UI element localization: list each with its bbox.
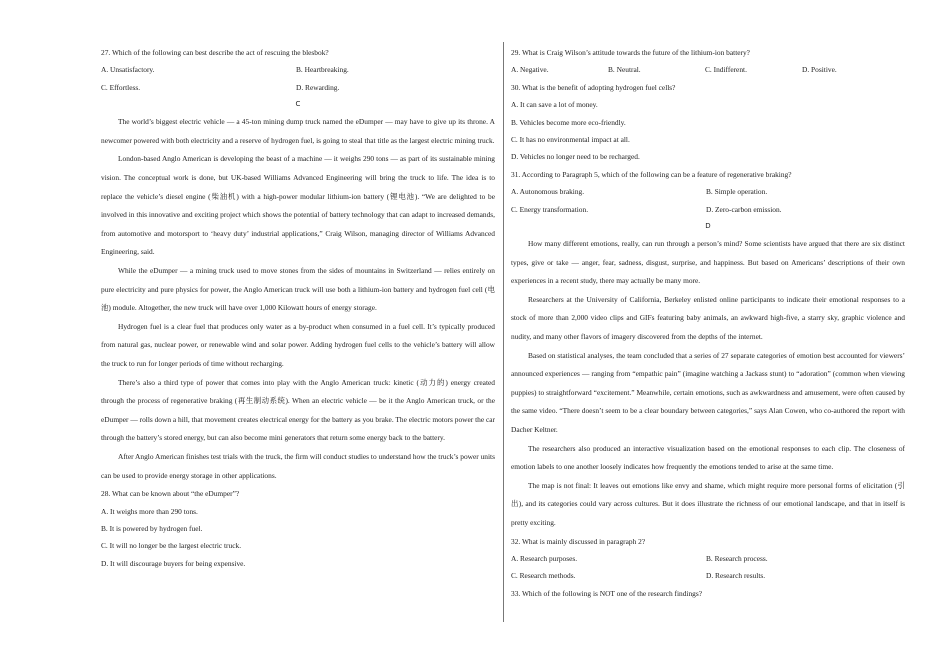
question-29-option-a: A. Negative.	[511, 65, 549, 75]
section-d-paragraph-2: Researchers at the University of California, Berkeley enlisted online participants to indicate their emotional responses to a stock of more than 2,000 video clips and GIFs featuring baby animals, an awkward high-five, a starry sky, graphic violence and nudity, and many other flavors of imagery discovered from the depths of the internet.	[511, 294, 905, 342]
question-28-option-c: C. It will no longer be the largest electric truck.	[101, 541, 242, 551]
question-30-option-b: B. Vehicles become more eco-friendly.	[511, 117, 626, 127]
section-c-paragraph-6: After Anglo American finishes test trials with the truck, the firm will conduct studies to understand how the truck’s power units can be used to provide energy storage in other applications.	[101, 451, 495, 480]
question-30-stem: 30. What is the benefit of adopting hydrogen fuel cells?	[511, 82, 676, 92]
question-32-options-row-1	[511, 550, 905, 567]
section-c-paragraph-5: There’s also a third type of power that comes into play with the Anglo American truck: kinetic (动力的) energy created through the process of regenerative braking (再生制动系统). When an electric vehicle — be it the Anglo American truck, or the eDumper — rolls down a hill, that movement creates electrical energy for the battery as you brake. The electric motors power the car through the battery’s stored energy, but can also become mini generators that return some energy back to the battery.	[101, 377, 495, 443]
question-31-stem: 31. According to Paragraph 5, which of the following can be a feature of regenerative braking?	[511, 169, 792, 179]
section-c-paragraph-3: While the eDumper — a mining truck used to move stones from the sides of mountains in Switzerland — relies entirely on pure electricity and pure physics for power, the Anglo American truck will use both a lithium-ion battery and hydrogen fuel cell (电池) module. Altogether, the new truck will have over 1,000 Kilowatt hours of energy storage.	[101, 265, 495, 313]
question-31-options-row-1	[511, 183, 905, 200]
question-27-option-b: B. Heartbreaking.	[296, 65, 349, 75]
question-29-option-c: C. Indifferent.	[705, 65, 747, 75]
section-d-paragraph-3: Based on statistical analyses, the team concluded that a series of 27 separate categories of emotion best accounted for viewers’ announced experiences — ranging from “empathic pain” (imagine watching a Jackass stunt) to “adoration” (common when viewing puppies) to straightforward “excitement.” Meanwhile, certain emotions, such as awkwardness and amusement, were often caused by the same video. “There doesn’t seem to be a clear boundary between categories,” says Alan Cowen, who co-authored the report with Dacher Keltner.	[511, 350, 905, 434]
section-d-paragraph-1: How many different emotions, really, can run through a person’s mind? Some scientists have argued that there are six distinct types, give or take — anger, fear, sadness, disgust, surprise, and happiness. But based on Americans’ descriptions of their own experiences in a recent study, there may actually be many more.	[511, 239, 905, 286]
section-c-paragraph-4: Hydrogen fuel is a clear fuel that produces only water as a by-product when consumed in a fuel cell. It’s typically produced from natural gas, nuclear power, or renewable wind and solar power. Adding hydrogen fuel cells to the vehicle’s battery will allow the truck to run for longer periods of time without recharging.	[101, 321, 495, 368]
question-31-option-c: C. Energy transformation.	[511, 204, 589, 214]
question-28-option-d: D. It will discourage buyers for being expensive.	[101, 558, 246, 568]
question-27-option-a: A. Unsatisfactory.	[101, 65, 155, 75]
question-29-option-b: B. Neutral.	[608, 65, 641, 75]
question-27-options-row-2	[101, 79, 495, 96]
question-29-stem: 29. What is Craig Wilson’s attitude towards the future of the lithium-ion battery?	[511, 48, 750, 57]
question-31-options-row-2	[511, 201, 905, 218]
section-d-paragraph-4: The researchers also produced an interactive visualization based on the emotional responses to each clip. The closeness of emotion labels to one another loosely indicates how frequently the emotions tended to arise at the same time.	[511, 443, 905, 472]
question-32-stem: 32. What is mainly discussed in paragraph 2?	[511, 536, 646, 546]
question-32-option-a: A. Research purposes.	[511, 553, 578, 563]
question-33-stem: 33. Which of the following is NOT one of the research findings?	[511, 588, 703, 598]
question-27-option-d: D. Rewarding.	[296, 82, 340, 92]
question-32-option-b: B. Research process.	[706, 553, 768, 563]
question-28-stem: 28. What can be known about “the eDumper”?	[101, 489, 240, 499]
section-d-heading: D	[705, 222, 711, 231]
question-30-option-a: A. It can save a lot of money.	[511, 100, 598, 110]
left-column	[101, 44, 495, 572]
question-30-option-c: C. It has no environmental impact at all.	[511, 135, 630, 145]
question-31-option-b: B. Simple operation.	[706, 187, 768, 197]
section-c-paragraph-1: The world’s biggest electric vehicle — a 45-ton mining dump truck named the eDumper — may have to give up its throne. A newcomer powered with both electricity and a reserve of hydrogen fuel, is going to steal that title as the largest electric mining truck.	[101, 117, 495, 145]
column-divider	[503, 42, 504, 622]
question-27-option-c: C. Effortless.	[101, 82, 141, 92]
section-c-paragraph-2: London-based Anglo American is developing the beast of a machine — it weighs 290 tons — as part of its sustainable mining vision. The conceptual work is done, but UK-based Williams Advanced Engineering will bring the truck to life. The idea is to replace the vehicle’s diesel engine (柴油机) with a high-power modular lithium-ion battery (锂电池). “We are delighted to be involved in this innovative and exciting project which shows the potential of battery technology that can adapt to increased demands, from automotive and motorsport to ‘heavy duty’ industrial applications,” Craig Wilson, managing director of Williams Advanced Engineering, said.	[101, 154, 495, 257]
right-column	[511, 44, 905, 602]
question-27-options-row-1	[101, 61, 495, 78]
question-28-option-a: A. It weighs more than 290 tons.	[101, 506, 198, 516]
question-32-option-c: C. Research methods.	[511, 571, 576, 581]
question-30-option-d: D. Vehicles no longer need to be recharged.	[511, 152, 640, 162]
question-29-option-d: D. Positive.	[802, 65, 837, 75]
question-29-options	[511, 61, 905, 78]
question-31-option-d: D. Zero-carbon emission.	[706, 204, 782, 214]
section-d-paragraph-5: The map is not final: It leaves out emotions like envy and shame, which might require more personal forms of elicitation (引出), and its categories could vary across cultures. But it does illustrate the richness of our emotional landscape, and that in itself is pretty exciting.	[511, 480, 905, 527]
section-c-heading: C	[295, 100, 301, 109]
question-31-option-a: A. Autonomous braking.	[511, 187, 585, 197]
question-27-stem: 27. Which of the following can best describe the act of rescuing the blesbok?	[101, 48, 329, 57]
question-28-option-b: B. It is powered by hydrogen fuel.	[101, 523, 203, 533]
question-32-options-row-2	[511, 567, 905, 584]
question-32-option-d: D. Research results.	[706, 571, 766, 581]
